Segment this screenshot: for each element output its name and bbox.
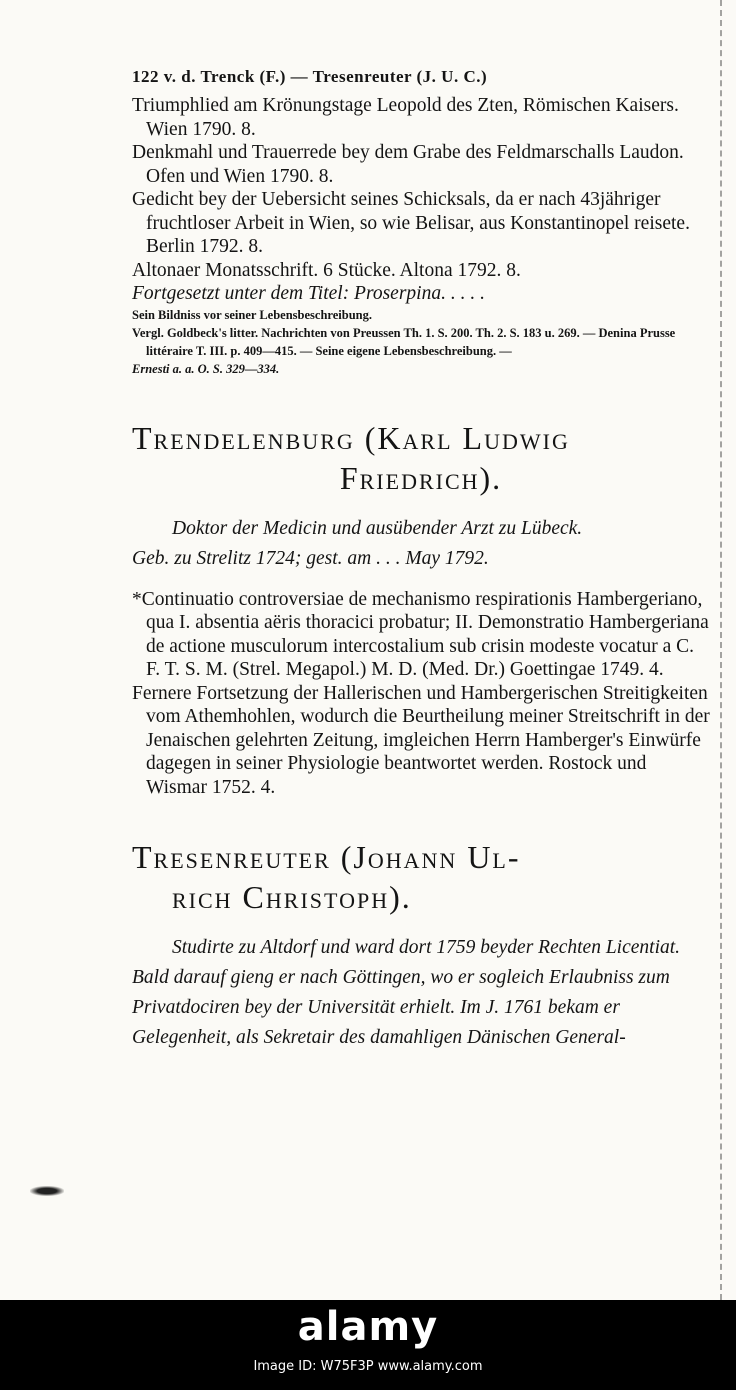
tresenreuter-heading bbox=[132, 837, 710, 917]
watermark-caption: Image ID: W75F3P www.alamy.com bbox=[253, 1359, 483, 1374]
page-text bbox=[132, 60, 710, 1053]
page-edge-shadow bbox=[710, 0, 722, 1300]
trenck-entry-2: Denkmahl und Trauerrede bey dem Grabe des Feldmarschalls Laudon. Ofen und Wien 1790. 8. bbox=[132, 142, 684, 187]
trenck-entry-1: Triumphlied am Krönungstage Leopold des Zten, Römischen Kaisers. Wien 1790. 8. bbox=[132, 95, 679, 140]
trendelenburg-bio-line-1: Doktor der Medicin und ausübender Arzt zu Lübeck. bbox=[172, 517, 583, 539]
trenck-entry-5: Fortgesetzt unter dem Titel: Proserpina. . . . . bbox=[132, 283, 485, 304]
tresenreuter-heading-line-2: rich Christoph). bbox=[172, 879, 412, 915]
ink-fleck bbox=[30, 1186, 64, 1196]
trenck-entry-3: Gedicht bey der Uebersicht seines Schicksals, da er nach 43jähriger fruchtloser Arbeit in Wien, so wie Belisar, aus Konstantinopel reisete. Berlin 1792. 8. bbox=[132, 189, 690, 257]
trenck-note-ernesti: Ernesti a. a. O. S. 329—334. bbox=[132, 361, 280, 376]
trenck-note-portrait: Sein Bildniss vor seiner Lebensbeschreibung. bbox=[132, 307, 372, 322]
tresenreuter-heading-line-1: Tresenreuter (Johann Ul- bbox=[132, 839, 521, 875]
trendelenburg-entry-2: Fernere Fortsetzung der Hallerischen und Hambergerischen Streitigkeiten vom Athemhohlen, wodurch die Beurtheilung meiner Streitschrift in der Jenaischen gelehrten Zeitung, imgleichen Herrn Hamberger's Einwürfe dagegen in seiner Physiologie beantwortet werden. Rostock und Wismar 1752. 4. bbox=[132, 682, 710, 798]
running-head: 122 v. d. Trenck (F.) — Tresenreuter (J. U. C.) bbox=[132, 67, 488, 86]
tresenreuter-bio bbox=[132, 933, 710, 1053]
trendelenburg-heading bbox=[132, 418, 710, 498]
trendelenburg-heading-line-1: Trendelenburg (Karl Ludwig bbox=[132, 419, 570, 456]
trendelenburg-bio bbox=[132, 514, 710, 574]
tresenreuter-bio-text: Studirte zu Altdorf und ward dort 1759 beyder Rechten Licentiat. Bald darauf gieng er nach Göttingen, wo er sogleich Erlaubniss zum Privatdociren bey der Universität erhielt. Im J. 1761 bekam er Gelegenheit, als Sekretair des damahligen Dänischen General- bbox=[132, 937, 681, 1048]
watermark-logo: alamy bbox=[297, 1304, 439, 1350]
trendelenburg-heading-line-2: Friedrich). bbox=[339, 459, 503, 496]
trenck-entry-4: Altonaer Monatsschrift. 6 Stücke. Altona 1792. 8. bbox=[132, 259, 521, 281]
trenck-note-references: Vergl. Goldbeck's litter. Nachrichten von Preussen Th. 1. S. 200. Th. 2. S. 183 u. 269. — Denina Prusse littéraire T. III. p. 409—415. — Seine eigene Lebensbeschreibung. — bbox=[132, 325, 676, 358]
trendelenburg-entry-1: *Continuatio controversiae de mechanismo respirationis Hambergeriano, qua I. absentia aëris thoracici probatur; II. Demonstratio Hambergeriana de actione musculorum intercostalium sub crisin modeste vocatur a C. F. T. S. M. (Strel. Megapol.) M. D. (Med. Dr.) Goettingae 1749. 4. bbox=[132, 588, 709, 680]
trendelenburg-bio-line-2: Geb. zu Strelitz 1724; gest. am . . . May 1792. bbox=[132, 547, 489, 569]
